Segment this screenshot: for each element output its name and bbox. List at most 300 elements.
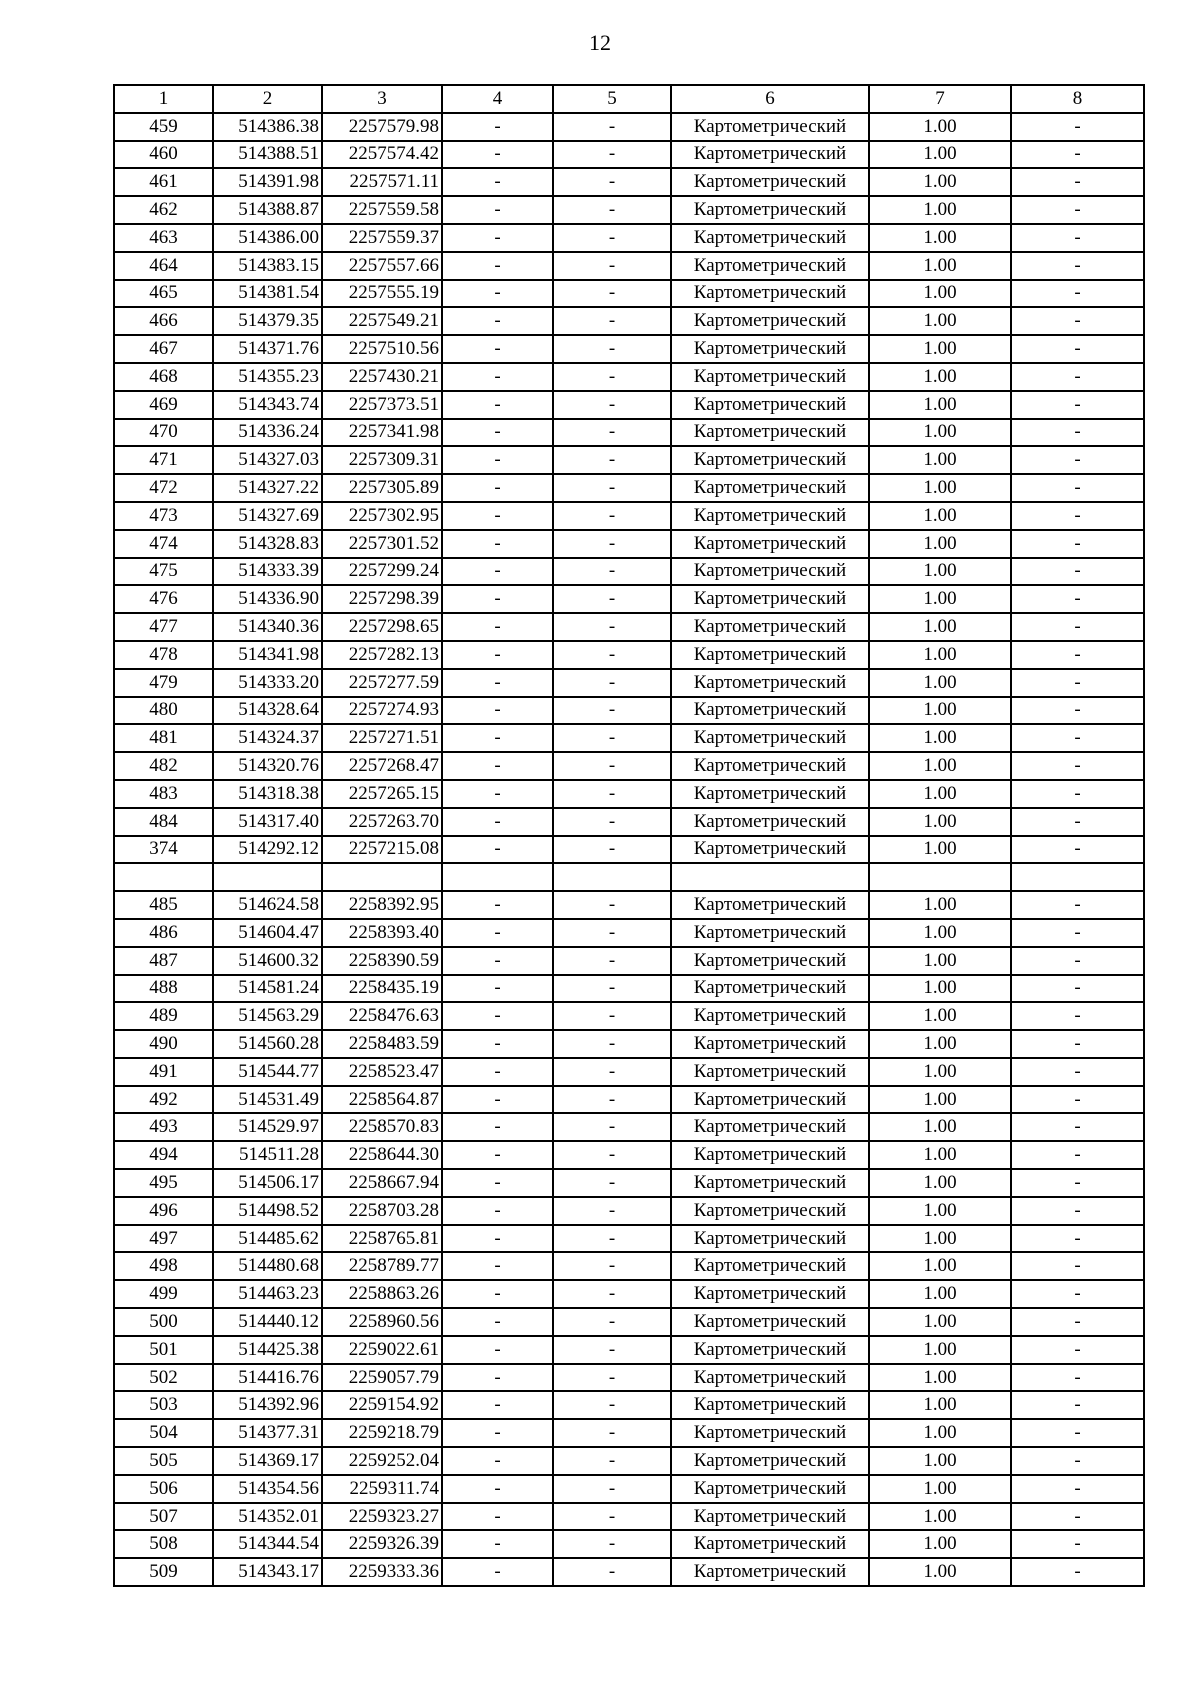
col-5-cell: - [553,502,671,530]
accuracy-cell: 1.00 [869,1197,1011,1225]
method-cell: Картометрический [671,669,869,697]
method-cell: Картометрический [671,224,869,252]
point-number-cell: 460 [114,141,213,169]
y-coordinate-cell: 2257430.21 [322,363,442,391]
col-8-cell: - [1011,224,1144,252]
table-row [114,975,1144,1003]
col-5-cell: - [553,891,671,919]
accuracy-cell: 1.00 [869,307,1011,335]
point-number-cell: 461 [114,168,213,196]
y-coordinate-cell: 2257263.70 [322,808,442,836]
y-coordinate-cell: 2258523.47 [322,1058,442,1086]
accuracy-cell: 1.00 [869,585,1011,613]
table-row [114,669,1144,697]
accuracy-cell: 1.00 [869,252,1011,280]
point-number-cell: 459 [114,113,213,141]
col-5-cell: - [553,808,671,836]
method-cell: Картометрический [671,1002,869,1030]
y-coordinate-cell: 2257298.65 [322,613,442,641]
col-4-cell: - [442,224,553,252]
header-cell-1: 1 [114,85,213,113]
point-number-cell: 503 [114,1391,213,1419]
accuracy-cell: 1.00 [869,1002,1011,1030]
page-number: 12 [589,30,611,55]
col-5-cell: - [553,280,671,308]
coordinates-table [113,84,1145,1587]
accuracy-cell: 1.00 [869,335,1011,363]
col-8-cell: - [1011,1169,1144,1197]
x-coordinate-cell: 514327.03 [213,446,322,474]
method-cell: Картометрический [671,947,869,975]
y-coordinate-cell: 2258476.63 [322,1002,442,1030]
x-coordinate-cell: 514425.38 [213,1336,322,1364]
table-row [114,1280,1144,1308]
col-8-cell: - [1011,1419,1144,1447]
x-coordinate-cell: 514624.58 [213,891,322,919]
col-4-cell: - [442,975,553,1003]
accuracy-cell: 1.00 [869,141,1011,169]
x-coordinate-cell: 514328.64 [213,697,322,725]
x-coordinate-cell: 514604.47 [213,919,322,947]
point-number-cell: 471 [114,446,213,474]
col-4-cell: - [442,1086,553,1114]
y-coordinate-cell: 2258564.87 [322,1086,442,1114]
col-4-cell: - [442,113,553,141]
col-4-cell: - [442,585,553,613]
point-number-cell: 505 [114,1447,213,1475]
point-number-cell: 465 [114,280,213,308]
col-5-cell: - [553,530,671,558]
method-cell: Картометрический [671,1308,869,1336]
point-number-cell: 506 [114,1475,213,1503]
col-8-cell: - [1011,280,1144,308]
point-number-cell: 498 [114,1252,213,1280]
method-cell: Картометрический [671,1364,869,1392]
col-5-cell: - [553,168,671,196]
table-row [114,780,1144,808]
method-cell: Картометрический [671,1086,869,1114]
method-cell: Картометрический [671,474,869,502]
point-number-cell: 480 [114,697,213,725]
point-number-cell: 477 [114,613,213,641]
col-4-cell: - [442,446,553,474]
method-cell: Картометрический [671,363,869,391]
col-4-cell: - [442,1530,553,1558]
col-4-cell: - [442,168,553,196]
y-coordinate-cell: 2258789.77 [322,1252,442,1280]
point-number-cell: 463 [114,224,213,252]
accuracy-cell: 1.00 [869,168,1011,196]
col-5-cell: - [553,697,671,725]
y-coordinate-cell: 2258570.83 [322,1113,442,1141]
col-5-cell: - [553,446,671,474]
method-cell: Картометрический [671,1530,869,1558]
accuracy-cell: 1.00 [869,1113,1011,1141]
point-number-cell: 486 [114,919,213,947]
col-8-cell: - [1011,641,1144,669]
point-number-cell: 499 [114,1280,213,1308]
header-cell-5: 5 [553,85,671,113]
col-5-cell: - [553,919,671,947]
method-cell: Картометрический [671,252,869,280]
accuracy-cell: 1.00 [869,391,1011,419]
y-coordinate-cell: 2257510.56 [322,335,442,363]
table-row [114,558,1144,586]
table-row [114,1308,1144,1336]
col-8-cell: - [1011,1030,1144,1058]
y-coordinate-cell: 2258703.28 [322,1197,442,1225]
col-4-cell: - [442,1280,553,1308]
col-5-cell: - [553,1225,671,1253]
table-row [114,1002,1144,1030]
col-4-cell: - [442,419,553,447]
accuracy-cell: 1.00 [869,1169,1011,1197]
y-coordinate-cell: 2258390.59 [322,947,442,975]
col-8-cell: - [1011,502,1144,530]
col-8-cell: - [1011,1364,1144,1392]
col-5-cell: - [553,1447,671,1475]
table-row [114,1141,1144,1169]
col-4-cell: - [442,1002,553,1030]
accuracy-cell: 1.00 [869,780,1011,808]
x-coordinate-cell: 514391.98 [213,168,322,196]
col-4-cell: - [442,1141,553,1169]
y-coordinate-cell: 2259311.74 [322,1475,442,1503]
x-coordinate-cell: 514333.39 [213,558,322,586]
col-8-cell: - [1011,1280,1144,1308]
table-row [114,1503,1144,1531]
method-cell: Картометрический [671,724,869,752]
x-coordinate-cell: 514371.76 [213,335,322,363]
col-8-cell: - [1011,808,1144,836]
col-4-cell: - [442,1058,553,1086]
y-coordinate-cell: 2257271.51 [322,724,442,752]
accuracy-cell: 1.00 [869,1447,1011,1475]
x-coordinate-cell: 514336.90 [213,585,322,613]
method-cell: Картометрический [671,1447,869,1475]
header-cell-6: 6 [671,85,869,113]
col-4-cell: - [442,307,553,335]
col-8-cell: - [1011,446,1144,474]
y-coordinate-cell: 2257555.19 [322,280,442,308]
x-coordinate-cell: 514292.12 [213,836,322,864]
point-number-cell: 494 [114,1141,213,1169]
accuracy-cell: 1.00 [869,697,1011,725]
method-cell: Картометрический [671,391,869,419]
table-row [114,697,1144,725]
accuracy-cell: 1.00 [869,1280,1011,1308]
col-4-cell: - [442,1558,553,1586]
x-coordinate-cell: 514343.17 [213,1558,322,1586]
point-number-cell: 502 [114,1364,213,1392]
accuracy-cell: 1.00 [869,446,1011,474]
method-cell: Картометрический [671,1197,869,1225]
method-cell: Картометрический [671,808,869,836]
table-row [114,419,1144,447]
table-row [114,446,1144,474]
col-8-cell: - [1011,919,1144,947]
table-row [114,1419,1144,1447]
col-5-cell: - [553,1419,671,1447]
point-number-cell [114,863,213,891]
table-row [114,1530,1144,1558]
table-row [114,641,1144,669]
table-row [114,196,1144,224]
method-cell: Картометрический [671,168,869,196]
y-coordinate-cell: 2257557.66 [322,252,442,280]
point-number-cell: 509 [114,1558,213,1586]
method-cell: Картометрический [671,919,869,947]
method-cell: Картометрический [671,335,869,363]
table-row [114,808,1144,836]
method-cell: Картометрический [671,307,869,335]
y-coordinate-cell: 2257341.98 [322,419,442,447]
accuracy-cell: 1.00 [869,502,1011,530]
y-coordinate-cell: 2257298.39 [322,585,442,613]
col-4-cell: - [442,335,553,363]
point-number-cell: 469 [114,391,213,419]
y-coordinate-cell: 2258960.56 [322,1308,442,1336]
col-5-cell: - [553,1503,671,1531]
method-cell: Картометрический [671,780,869,808]
method-cell: Картометрический [671,419,869,447]
method-cell: Картометрический [671,1336,869,1364]
col-8-cell: - [1011,1086,1144,1114]
col-4-cell: - [442,1391,553,1419]
col-4-cell: - [442,1364,553,1392]
col-4-cell: - [442,947,553,975]
col-5-cell: - [553,724,671,752]
col-8-cell: - [1011,613,1144,641]
col-8-cell: - [1011,1058,1144,1086]
accuracy-cell: 1.00 [869,113,1011,141]
accuracy-cell: 1.00 [869,1225,1011,1253]
x-coordinate-cell: 514369.17 [213,1447,322,1475]
x-coordinate-cell: 514388.87 [213,196,322,224]
table-row [114,252,1144,280]
header-row [114,85,1144,113]
table-row [114,307,1144,335]
point-number-cell: 490 [114,1030,213,1058]
x-coordinate-cell [213,863,322,891]
x-coordinate-cell: 514379.35 [213,307,322,335]
col-5-cell: - [553,613,671,641]
x-coordinate-cell: 514328.83 [213,530,322,558]
col-8-cell: - [1011,1558,1144,1586]
table-row [114,391,1144,419]
point-number-cell: 493 [114,1113,213,1141]
accuracy-cell: 1.00 [869,1308,1011,1336]
table-row [114,863,1144,891]
x-coordinate-cell: 514563.29 [213,1002,322,1030]
col-8-cell: - [1011,558,1144,586]
accuracy-cell: 1.00 [869,947,1011,975]
y-coordinate-cell: 2257265.15 [322,780,442,808]
method-cell: Картометрический [671,502,869,530]
point-number-cell: 472 [114,474,213,502]
y-coordinate-cell: 2259022.61 [322,1336,442,1364]
accuracy-cell: 1.00 [869,836,1011,864]
col-5-cell: - [553,113,671,141]
method-cell [671,863,869,891]
method-cell: Картометрический [671,1058,869,1086]
y-coordinate-cell [322,863,442,891]
col-4-cell: - [442,558,553,586]
method-cell: Картометрический [671,1558,869,1586]
point-number-cell: 468 [114,363,213,391]
x-coordinate-cell: 514340.36 [213,613,322,641]
col-8-cell: - [1011,1391,1144,1419]
table-row [114,1113,1144,1141]
col-5-cell: - [553,1280,671,1308]
table-row [114,1558,1144,1586]
method-cell: Картометрический [671,836,869,864]
accuracy-cell: 1.00 [869,1252,1011,1280]
point-number-cell: 496 [114,1197,213,1225]
accuracy-cell: 1.00 [869,363,1011,391]
col-4-cell: - [442,669,553,697]
x-coordinate-cell: 514506.17 [213,1169,322,1197]
method-cell: Картометрический [671,1475,869,1503]
col-5-cell: - [553,1086,671,1114]
header-cell-7: 7 [869,85,1011,113]
table-row [114,1252,1144,1280]
col-8-cell: - [1011,669,1144,697]
col-8-cell: - [1011,891,1144,919]
x-coordinate-cell: 514392.96 [213,1391,322,1419]
y-coordinate-cell: 2259326.39 [322,1530,442,1558]
x-coordinate-cell: 514318.38 [213,780,322,808]
col-8-cell: - [1011,1225,1144,1253]
x-coordinate-cell: 514320.76 [213,752,322,780]
point-number-cell: 374 [114,836,213,864]
x-coordinate-cell: 514377.31 [213,1419,322,1447]
y-coordinate-cell: 2258765.81 [322,1225,442,1253]
accuracy-cell: 1.00 [869,196,1011,224]
col-5-cell: - [553,1391,671,1419]
col-4-cell: - [442,196,553,224]
col-5-cell [553,863,671,891]
col-5-cell: - [553,1002,671,1030]
col-5-cell: - [553,1364,671,1392]
col-4-cell: - [442,613,553,641]
col-8-cell: - [1011,975,1144,1003]
y-coordinate-cell: 2257301.52 [322,530,442,558]
method-cell: Картометрический [671,1141,869,1169]
col-5-cell: - [553,669,671,697]
table-row [114,224,1144,252]
accuracy-cell: 1.00 [869,1419,1011,1447]
y-coordinate-cell: 2258483.59 [322,1030,442,1058]
col-5-cell: - [553,224,671,252]
method-cell: Картометрический [671,613,869,641]
accuracy-cell: 1.00 [869,558,1011,586]
y-coordinate-cell: 2257274.93 [322,697,442,725]
col-8-cell: - [1011,1475,1144,1503]
col-8-cell: - [1011,1141,1144,1169]
col-5-cell: - [553,252,671,280]
y-coordinate-cell: 2258435.19 [322,975,442,1003]
method-cell: Картометрический [671,1252,869,1280]
y-coordinate-cell: 2257215.08 [322,836,442,864]
col-5-cell: - [553,780,671,808]
table-row [114,919,1144,947]
col-4-cell: - [442,1197,553,1225]
col-4-cell: - [442,752,553,780]
table-row [114,1086,1144,1114]
col-8-cell: - [1011,252,1144,280]
col-5-cell: - [553,391,671,419]
col-8-cell: - [1011,141,1144,169]
col-4-cell: - [442,530,553,558]
col-8-cell: - [1011,947,1144,975]
accuracy-cell: 1.00 [869,1475,1011,1503]
col-5-cell: - [553,1058,671,1086]
x-coordinate-cell: 514485.62 [213,1225,322,1253]
accuracy-cell: 1.00 [869,1058,1011,1086]
x-coordinate-cell: 514336.24 [213,419,322,447]
col-4-cell: - [442,641,553,669]
table-row [114,891,1144,919]
point-number-cell: 495 [114,1169,213,1197]
point-number-cell: 481 [114,724,213,752]
x-coordinate-cell: 514416.76 [213,1364,322,1392]
table-row [114,1391,1144,1419]
col-8-cell: - [1011,335,1144,363]
y-coordinate-cell: 2258392.95 [322,891,442,919]
col-5-cell: - [553,474,671,502]
col-8-cell: - [1011,307,1144,335]
method-cell: Картометрический [671,196,869,224]
method-cell: Картометрический [671,1391,869,1419]
method-cell: Картометрический [671,446,869,474]
table-row [114,1197,1144,1225]
point-number-cell: 508 [114,1530,213,1558]
method-cell: Картометрический [671,1169,869,1197]
col-8-cell: - [1011,1447,1144,1475]
x-coordinate-cell: 514581.24 [213,975,322,1003]
accuracy-cell: 1.00 [869,891,1011,919]
method-cell: Картометрический [671,975,869,1003]
point-number-cell: 482 [114,752,213,780]
col-4-cell: - [442,280,553,308]
col-8-cell: - [1011,780,1144,808]
method-cell: Картометрический [671,1030,869,1058]
point-number-cell: 462 [114,196,213,224]
method-cell: Картометрический [671,1113,869,1141]
x-coordinate-cell: 514352.01 [213,1503,322,1531]
y-coordinate-cell: 2257549.21 [322,307,442,335]
col-4-cell: - [442,1447,553,1475]
col-4-cell: - [442,141,553,169]
col-5-cell: - [553,1030,671,1058]
point-number-cell: 473 [114,502,213,530]
table-row [114,280,1144,308]
accuracy-cell: 1.00 [869,752,1011,780]
col-5-cell: - [553,363,671,391]
col-5-cell: - [553,1252,671,1280]
col-8-cell: - [1011,1530,1144,1558]
col-5-cell: - [553,975,671,1003]
col-5-cell: - [553,1113,671,1141]
point-number-cell: 483 [114,780,213,808]
accuracy-cell: 1.00 [869,613,1011,641]
table-row [114,1364,1144,1392]
table-row [114,724,1144,752]
accuracy-cell: 1.00 [869,724,1011,752]
y-coordinate-cell: 2257282.13 [322,641,442,669]
y-coordinate-cell: 2257373.51 [322,391,442,419]
